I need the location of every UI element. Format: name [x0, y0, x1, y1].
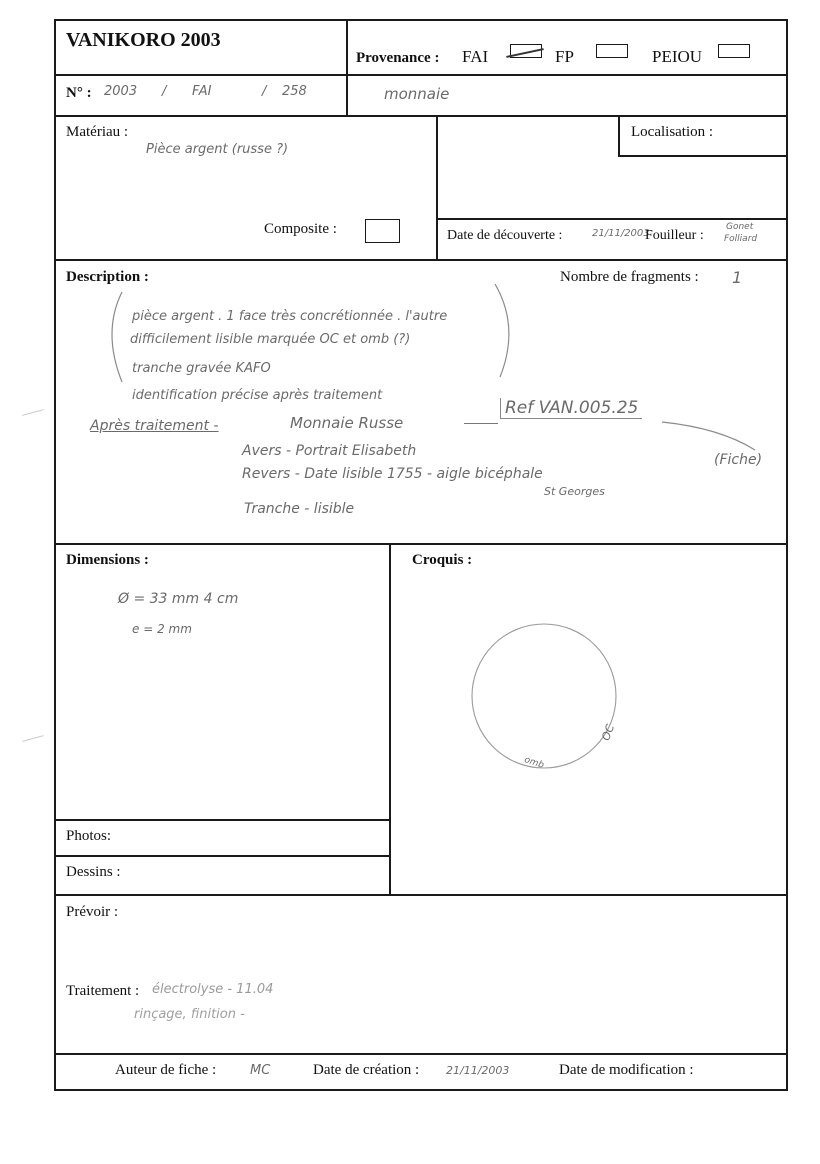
dimensions-diameter: Ø = 33 mm 4 cm [118, 591, 239, 607]
fouilleur-label: Fouilleur : [645, 228, 704, 243]
materiau-label: Matériau : [66, 124, 129, 140]
fragments-value: 1 [732, 268, 743, 287]
fiche-note: (Fiche) [714, 452, 763, 468]
dessins-label: Dessins : [66, 864, 121, 880]
dimensions-label: Dimensions : [66, 552, 149, 568]
provenance-peiou-checkbox[interactable] [718, 44, 750, 58]
date-creation-label: Date de création : [313, 1062, 420, 1078]
description-line-2: difficilement lisible marquée OC et omb (?) [130, 332, 411, 347]
after-treatment-line-3: Revers - Date lisible 1755 - aigle bicéphale [242, 466, 543, 482]
traitement-label: Traitement : [66, 983, 140, 999]
croquis-label: Croquis : [412, 552, 473, 568]
prevoir-label: Prévoir : [66, 904, 119, 920]
composite-label: Composite : [264, 221, 337, 237]
fragments-label: Nombre de fragments : [560, 269, 699, 285]
croquis-mark-omb: omb [522, 755, 546, 771]
after-treatment-line-1: Monnaie Russe [290, 414, 404, 432]
composite-checkbox[interactable] [365, 219, 400, 243]
number-object: 258 [282, 84, 307, 99]
number-label: N° : [66, 85, 92, 101]
auteur-label: Auteur de fiche : [115, 1062, 217, 1078]
description-line-4: identification précise après traitement [132, 388, 383, 403]
provenance-fai-label: FAI [462, 47, 489, 66]
croquis-mark-oc: OC [599, 722, 618, 743]
after-treatment-line-4: St Georges [544, 485, 605, 498]
auteur-value: MC [250, 1063, 271, 1078]
description-line-1: pièce argent . 1 face très concrétionnée . l'autre [132, 309, 448, 324]
after-treatment-line-5: Tranche - lisible [244, 501, 355, 517]
traitement-line-2: rinçage, finition - [134, 1007, 245, 1022]
number-year: 2003 [104, 84, 138, 99]
reference-arrow [464, 423, 498, 424]
traitement-line-1: électrolyse - 11.04 [152, 982, 274, 997]
number-site: FAI [192, 84, 212, 99]
provenance-peiou-label: PEIOU [652, 47, 703, 66]
after-treatment-line-2: Avers - Portrait Elisabeth [242, 443, 417, 459]
dimensions-thickness: e = 2 mm [132, 622, 192, 636]
croquis-sketch [466, 612, 626, 782]
description-label: Description : [66, 269, 149, 285]
fouilleur-value-1: Gonet [726, 222, 754, 232]
photos-label: Photos: [66, 828, 112, 844]
materiau-value: Pièce argent (russe ?) [146, 142, 289, 157]
margin-mark-top [22, 409, 44, 416]
margin-mark-bottom [22, 735, 44, 742]
provenance-label: Provenance : [356, 50, 440, 66]
number-note: monnaie [384, 85, 450, 103]
localisation-label: Localisation : [631, 124, 714, 140]
date-modification-label: Date de modification : [559, 1062, 694, 1078]
date-creation-value: 21/11/2003 [446, 1064, 510, 1077]
provenance-fp-label: FP [555, 47, 574, 66]
provenance-fp-checkbox[interactable] [596, 44, 628, 58]
date-decouverte-value: 21/11/2003 [592, 228, 650, 239]
description-line-3: tranche gravée KAFO [132, 361, 271, 376]
fouilleur-value-2: Folliard [724, 234, 758, 244]
number-sep-1: / [162, 84, 167, 99]
number-sep-2: / [262, 84, 267, 99]
date-decouverte-label: Date de découverte : [447, 228, 563, 243]
form-title: VANIKORO 2003 [66, 29, 221, 51]
after-treatment-label: Après traitement - [90, 418, 219, 434]
reference-value: Ref VAN.005.25 [500, 398, 642, 419]
